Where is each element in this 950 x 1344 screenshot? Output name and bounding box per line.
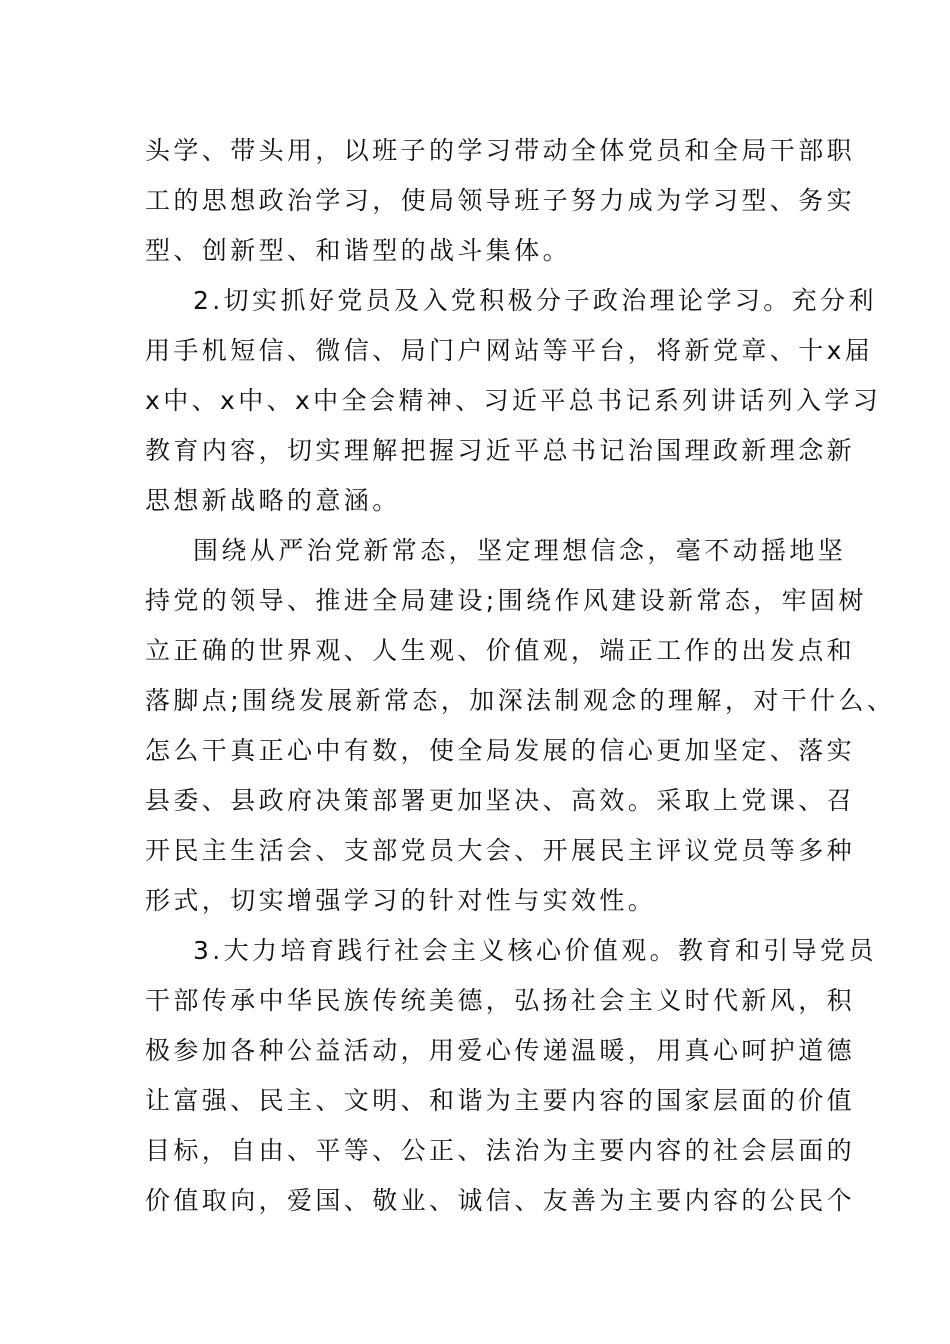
text-line: 干部传承中华民族传统美德，弘扬社会主义时代新风，积: [145, 986, 856, 1015]
text-line: 县委、县政府决策部署更加坚决、高效。采取上党课、召: [145, 786, 856, 815]
text-line: 形式，切实增强学习的针对性与实效性。: [145, 886, 657, 915]
paragraph-first-line: 3.大力培育践行社会主义核心价值观。教育和引导党员: [193, 936, 877, 965]
text-line: 价值取向，爱国、敬业、诚信、友善为主要内容的公民个: [145, 1186, 856, 1215]
text-line: 教育内容，切实理解把握习近平总书记治国理政新理念新: [145, 436, 856, 465]
text-line: 思想新战略的意涵。: [145, 486, 401, 515]
text-line: 让富强、民主、文明、和谐为主要内容的国家层面的价值: [145, 1086, 856, 1115]
paragraph-first-line: 围绕从严治党新常态，坚定理想信念，毫不动摇地坚: [193, 536, 847, 565]
paragraph-first-line: 2.切实抓好党员及入党积极分子政治理论学习。充分利: [193, 286, 877, 315]
text-line: 怎么干真正心中有数，使全局发展的信心更加坚定、落实: [145, 736, 856, 765]
text-line: 工的思想政治学习，使局领导班子努力成为学习型、务实: [145, 186, 856, 215]
text-line: x中、x中、x中全会精神、习近平总书记系列讲话列入学习: [145, 386, 882, 415]
text-line: 头学、带头用，以班子的学习带动全体党员和全局干部职: [145, 136, 856, 165]
text-line: 用手机短信、微信、局门户网站等平台，将新党章、十x届: [145, 336, 874, 365]
text-line: 目标，自由、平等、公正、法治为主要内容的社会层面的: [145, 1136, 856, 1165]
text-line: 立正确的世界观、人生观、价值观，端正工作的出发点和: [145, 636, 856, 665]
text-line: 极参加各种公益活动，用爱心传递温暖，用真心呵护道德: [145, 1036, 856, 1065]
text-line: 落脚点;围绕发展新常态，加深法制观念的理解，对干什么、: [145, 686, 896, 715]
text-line: 型、创新型、和谐型的战斗集体。: [145, 236, 572, 265]
text-line: 开民主生活会、支部党员大会、开展民主评议党员等多种: [145, 836, 856, 865]
text-line: 持党的领导、推进全局建设;围绕作风建设新常态，牢固树: [145, 586, 867, 615]
